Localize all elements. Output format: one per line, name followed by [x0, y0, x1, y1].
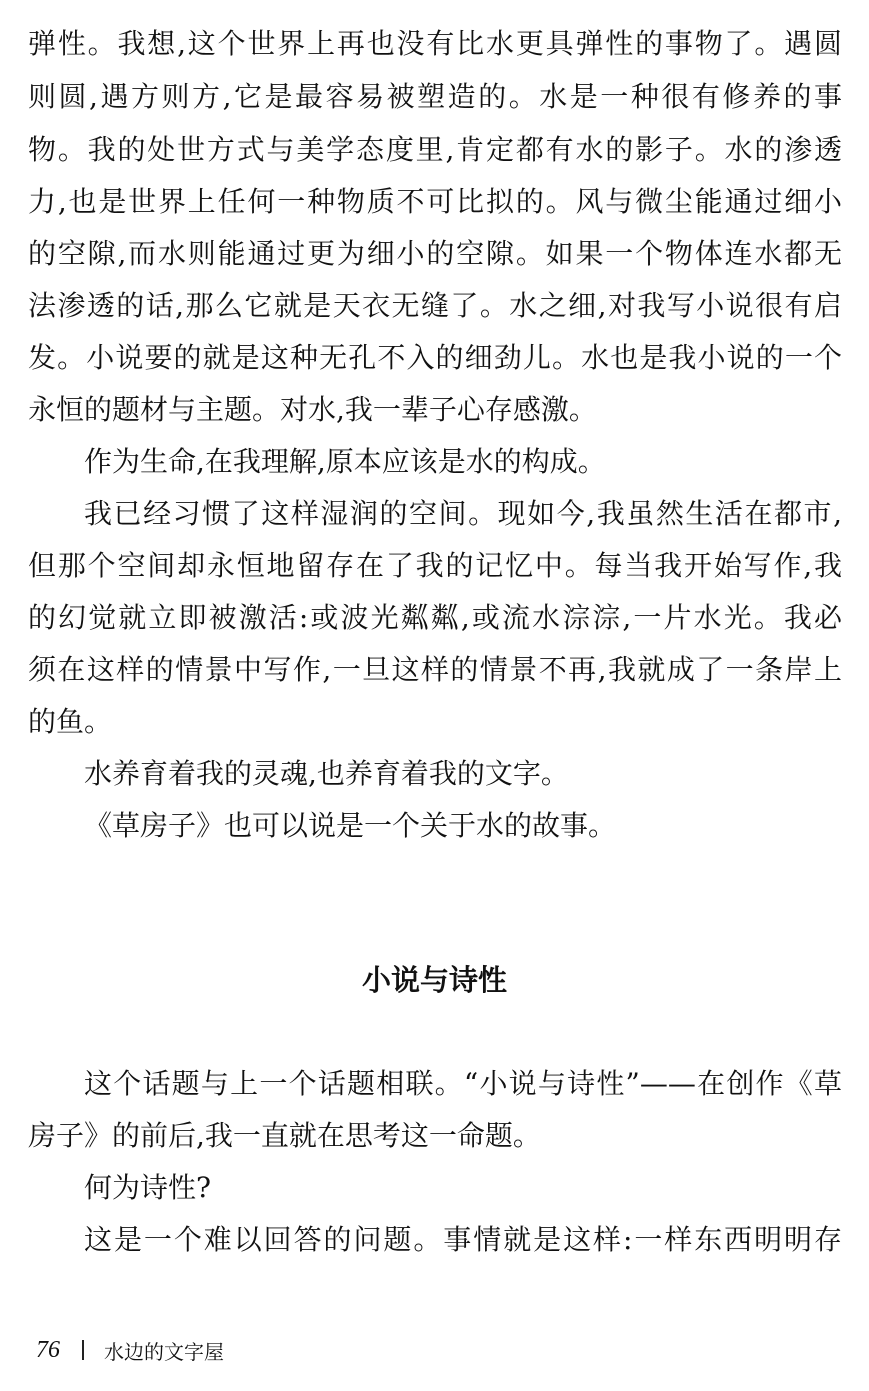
- text-line: 的幻觉就立即被激活:或波光粼粼,或流水淙淙,一片水光。我必: [28, 601, 842, 634]
- text-line: 这个话题与上一个话题相联。“小说与诗性”——在创作《草: [84, 1067, 842, 1100]
- text-line: 永恒的题材与主题。对水,我一辈子心存感激。: [28, 393, 597, 426]
- text-line: 发。小说要的就是这种无孔不入的细劲儿。水也是我小说的一个: [28, 341, 842, 374]
- text-line: 的空隙,而水则能通过更为细小的空隙。如果一个物体连水都无: [28, 237, 842, 270]
- running-title: 水边的文字屋: [104, 1339, 224, 1364]
- text-line: 但那个空间却永恒地留存在了我的记忆中。每当我开始写作,我: [28, 549, 842, 582]
- text-line: 的鱼。: [28, 705, 113, 738]
- text-line: 则圆,遇方则方,它是最容易被塑造的。水是一种很有修养的事: [28, 80, 842, 113]
- text-line: 物。我的处世方式与美学态度里,肯定都有水的影子。水的渗透: [28, 133, 842, 166]
- page-number: 76: [36, 1336, 60, 1363]
- text-line: 我已经习惯了这样湿润的空间。现如今,我虽然生活在都市,: [84, 497, 842, 530]
- text-line: 《草房子》也可以说是一个关于水的故事。: [84, 809, 617, 842]
- text-line: 须在这样的情景中写作,一旦这样的情景不再,我就成了一条岸上: [28, 653, 842, 686]
- text-line: 作为生命,在我理解,原本应该是水的构成。: [84, 445, 606, 478]
- page-footer: [36, 1332, 224, 1368]
- footer-divider: [82, 1340, 84, 1360]
- text-line: 力,也是世界上任何一种物质不可比拟的。风与微尘能通过细小: [28, 185, 842, 218]
- text-line: 弹性。我想,这个世界上再也没有比水更具弹性的事物了。遇圆: [28, 27, 842, 60]
- text-line: 房子》的前后,我一直就在思考这一命题。: [28, 1119, 541, 1152]
- text-line: 法渗透的话,那么它就是天衣无缝了。水之细,对我写小说很有启: [28, 289, 842, 322]
- section-heading: 小说与诗性: [361, 963, 507, 997]
- text-line: 这是一个难以回答的问题。事情就是这样:一样东西明明存: [84, 1223, 842, 1256]
- text-line: 何为诗性?: [84, 1171, 212, 1204]
- text-line: 水养育着我的灵魂,也养育着我的文字。: [84, 757, 569, 790]
